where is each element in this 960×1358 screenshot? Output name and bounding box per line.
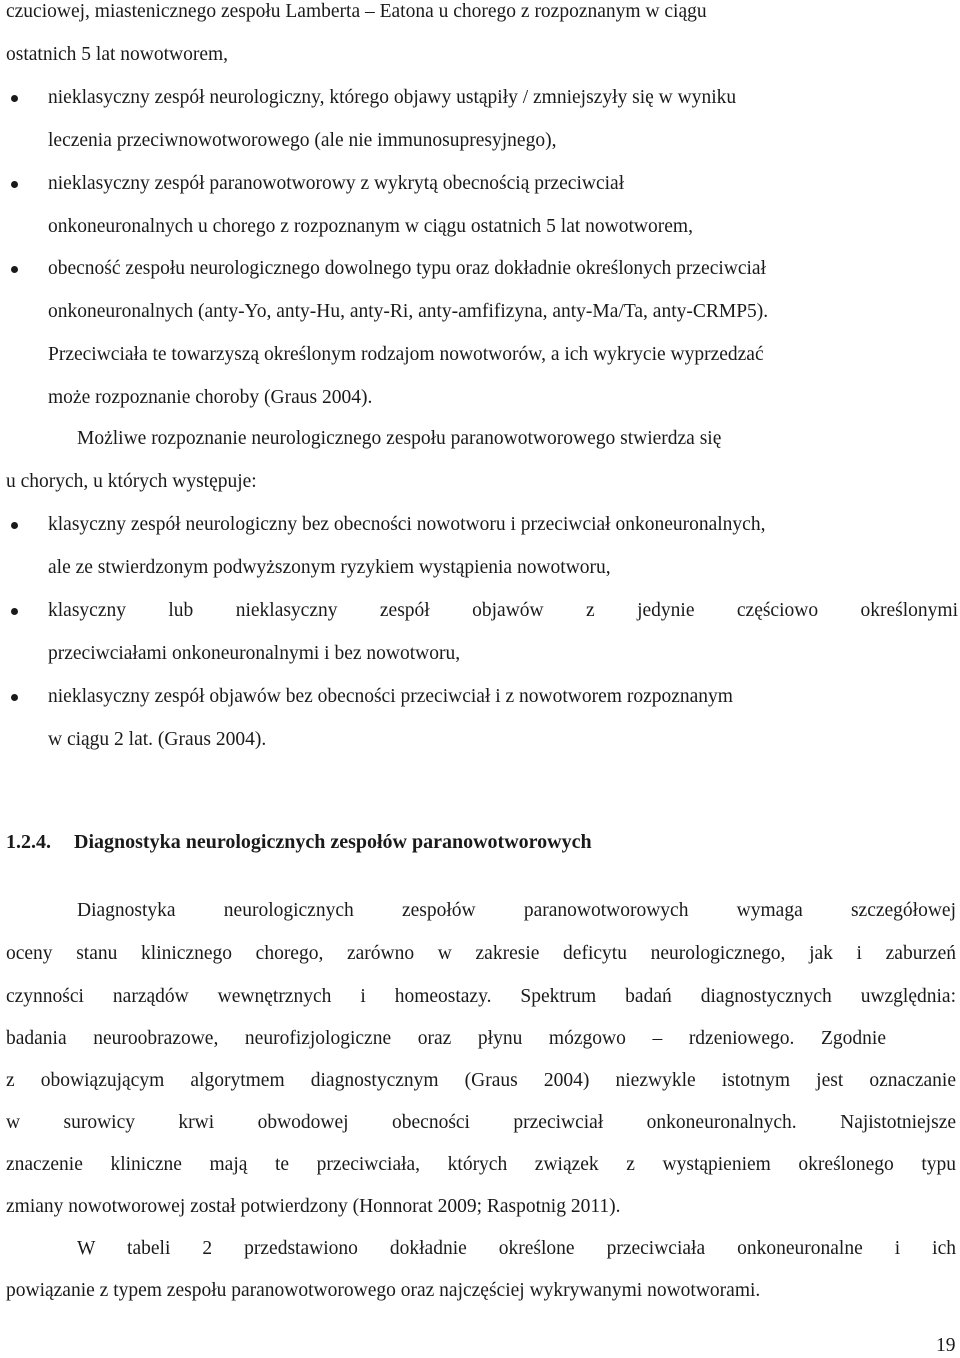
paragraph-line: z obowiązującym algorytmem diagnostycznym (Graus 2004) niezwykle istotnym jest oznaczanie — [6, 1070, 956, 1091]
list-item-continuation: ostatnich 5 lat nowotworem, — [6, 44, 229, 65]
section-title: Diagnostyka neurologicznych zespołów paranowotworowych — [74, 831, 592, 853]
list-item: może rozpoznanie choroby (Graus 2004). — [48, 387, 373, 408]
paragraph-line: Diagnostyka neurologicznych zespołów paranowotworowych wymaga szczegółowej — [77, 900, 956, 921]
bullet-icon — [11, 694, 18, 701]
list-item: w ciągu 2 lat. (Graus 2004). — [48, 729, 267, 750]
list-item: nieklasyczny zespół objawów bez obecności przeciwciał i z nowotworem rozpoznanym — [48, 686, 733, 707]
list-item-continuation: czuciowej, miastenicznego zespołu Lamberta – Eatona u chorego z rozpoznanym w ciągu — [6, 1, 707, 22]
list-item: przeciwciałami onkoneuronalnymi i bez nowotworu, — [48, 643, 461, 664]
section-number: 1.2.4. — [6, 831, 51, 853]
paragraph-line: u chorych, u których występuje: — [6, 471, 257, 492]
paragraph-line: znaczenie kliniczne mają te przeciwciała, których związek z wystąpieniem określonego typu — [6, 1154, 956, 1175]
list-item: nieklasyczny zespół neurologiczny, którego objawy ustąpiły / zmniejszyły się w wyniku — [48, 87, 737, 108]
list-item: onkoneuronalnych u chorego z rozpoznanym w ciągu ostatnich 5 lat nowotworem, — [48, 216, 693, 237]
paragraph-line: powiązanie z typem zespołu paranowotworowego oraz najczęściej wykrywanymi nowotworami. — [6, 1280, 761, 1301]
list-item: ale ze stwierdzonym podwyższonym ryzykiem wystąpienia nowotworu, — [48, 557, 611, 578]
bullet-icon — [11, 608, 18, 615]
list-item: nieklasyczny zespół paranowotworowy z wykrytą obecnością przeciwciał — [48, 173, 625, 194]
paragraph-line: czynności narządów wewnętrznych i homeostazy. Spektrum badań diagnostycznych uwzględnia: — [6, 986, 956, 1007]
paragraph-line: w surowicy krwi obwodowej obecności przeciwciał onkoneuronalnych. Najistotniejsze — [6, 1112, 956, 1133]
list-item: onkoneuronalnych (anty-Yo, anty-Hu, anty-Ri, anty-amfifizyna, anty-Ma/Ta, anty-CRMP5). — [48, 301, 769, 322]
bullet-icon — [11, 522, 18, 529]
list-item: Przeciwciała te towarzyszą określonym rodzajom nowotworów, a ich wykrycie wyprzedzać — [48, 344, 764, 365]
paragraph-line: Możliwe rozpoznanie neurologicznego zespołu paranowotworowego stwierdza się — [77, 428, 722, 449]
list-item: klasyczny zespół neurologiczny bez obecności nowotworu i przeciwciał onkoneuronalnych, — [48, 514, 766, 535]
paragraph-line: W tabeli 2 przedstawiono dokładnie określone przeciwciała onkoneuronalne i ich — [77, 1238, 956, 1259]
paragraph-line: badania neuroobrazowe, neurofizjologiczne oraz płynu mózgowo – rdzeniowego. Zgodnie — [6, 1028, 886, 1049]
paragraph-line: oceny stanu klinicznego chorego, zarówno w zakresie deficytu neurologicznego, jak i zaburzeń — [6, 943, 956, 964]
list-item: klasyczny lub nieklasyczny zespół objawów z jedynie częściowo określonymi — [48, 600, 958, 621]
bullet-icon — [11, 181, 18, 188]
page-number: 19 — [936, 1335, 956, 1356]
paragraph-line: zmiany nowotworowej został potwierdzony (Honnorat 2009; Raspotnig 2011). — [6, 1196, 621, 1217]
bullet-icon — [11, 95, 18, 102]
bullet-icon — [11, 266, 18, 273]
list-item: obecność zespołu neurologicznego dowolnego typu oraz dokładnie określonych przeciwciał — [48, 258, 767, 279]
list-item: leczenia przeciwnowotworowego (ale nie immunosupresyjnego), — [48, 130, 557, 151]
